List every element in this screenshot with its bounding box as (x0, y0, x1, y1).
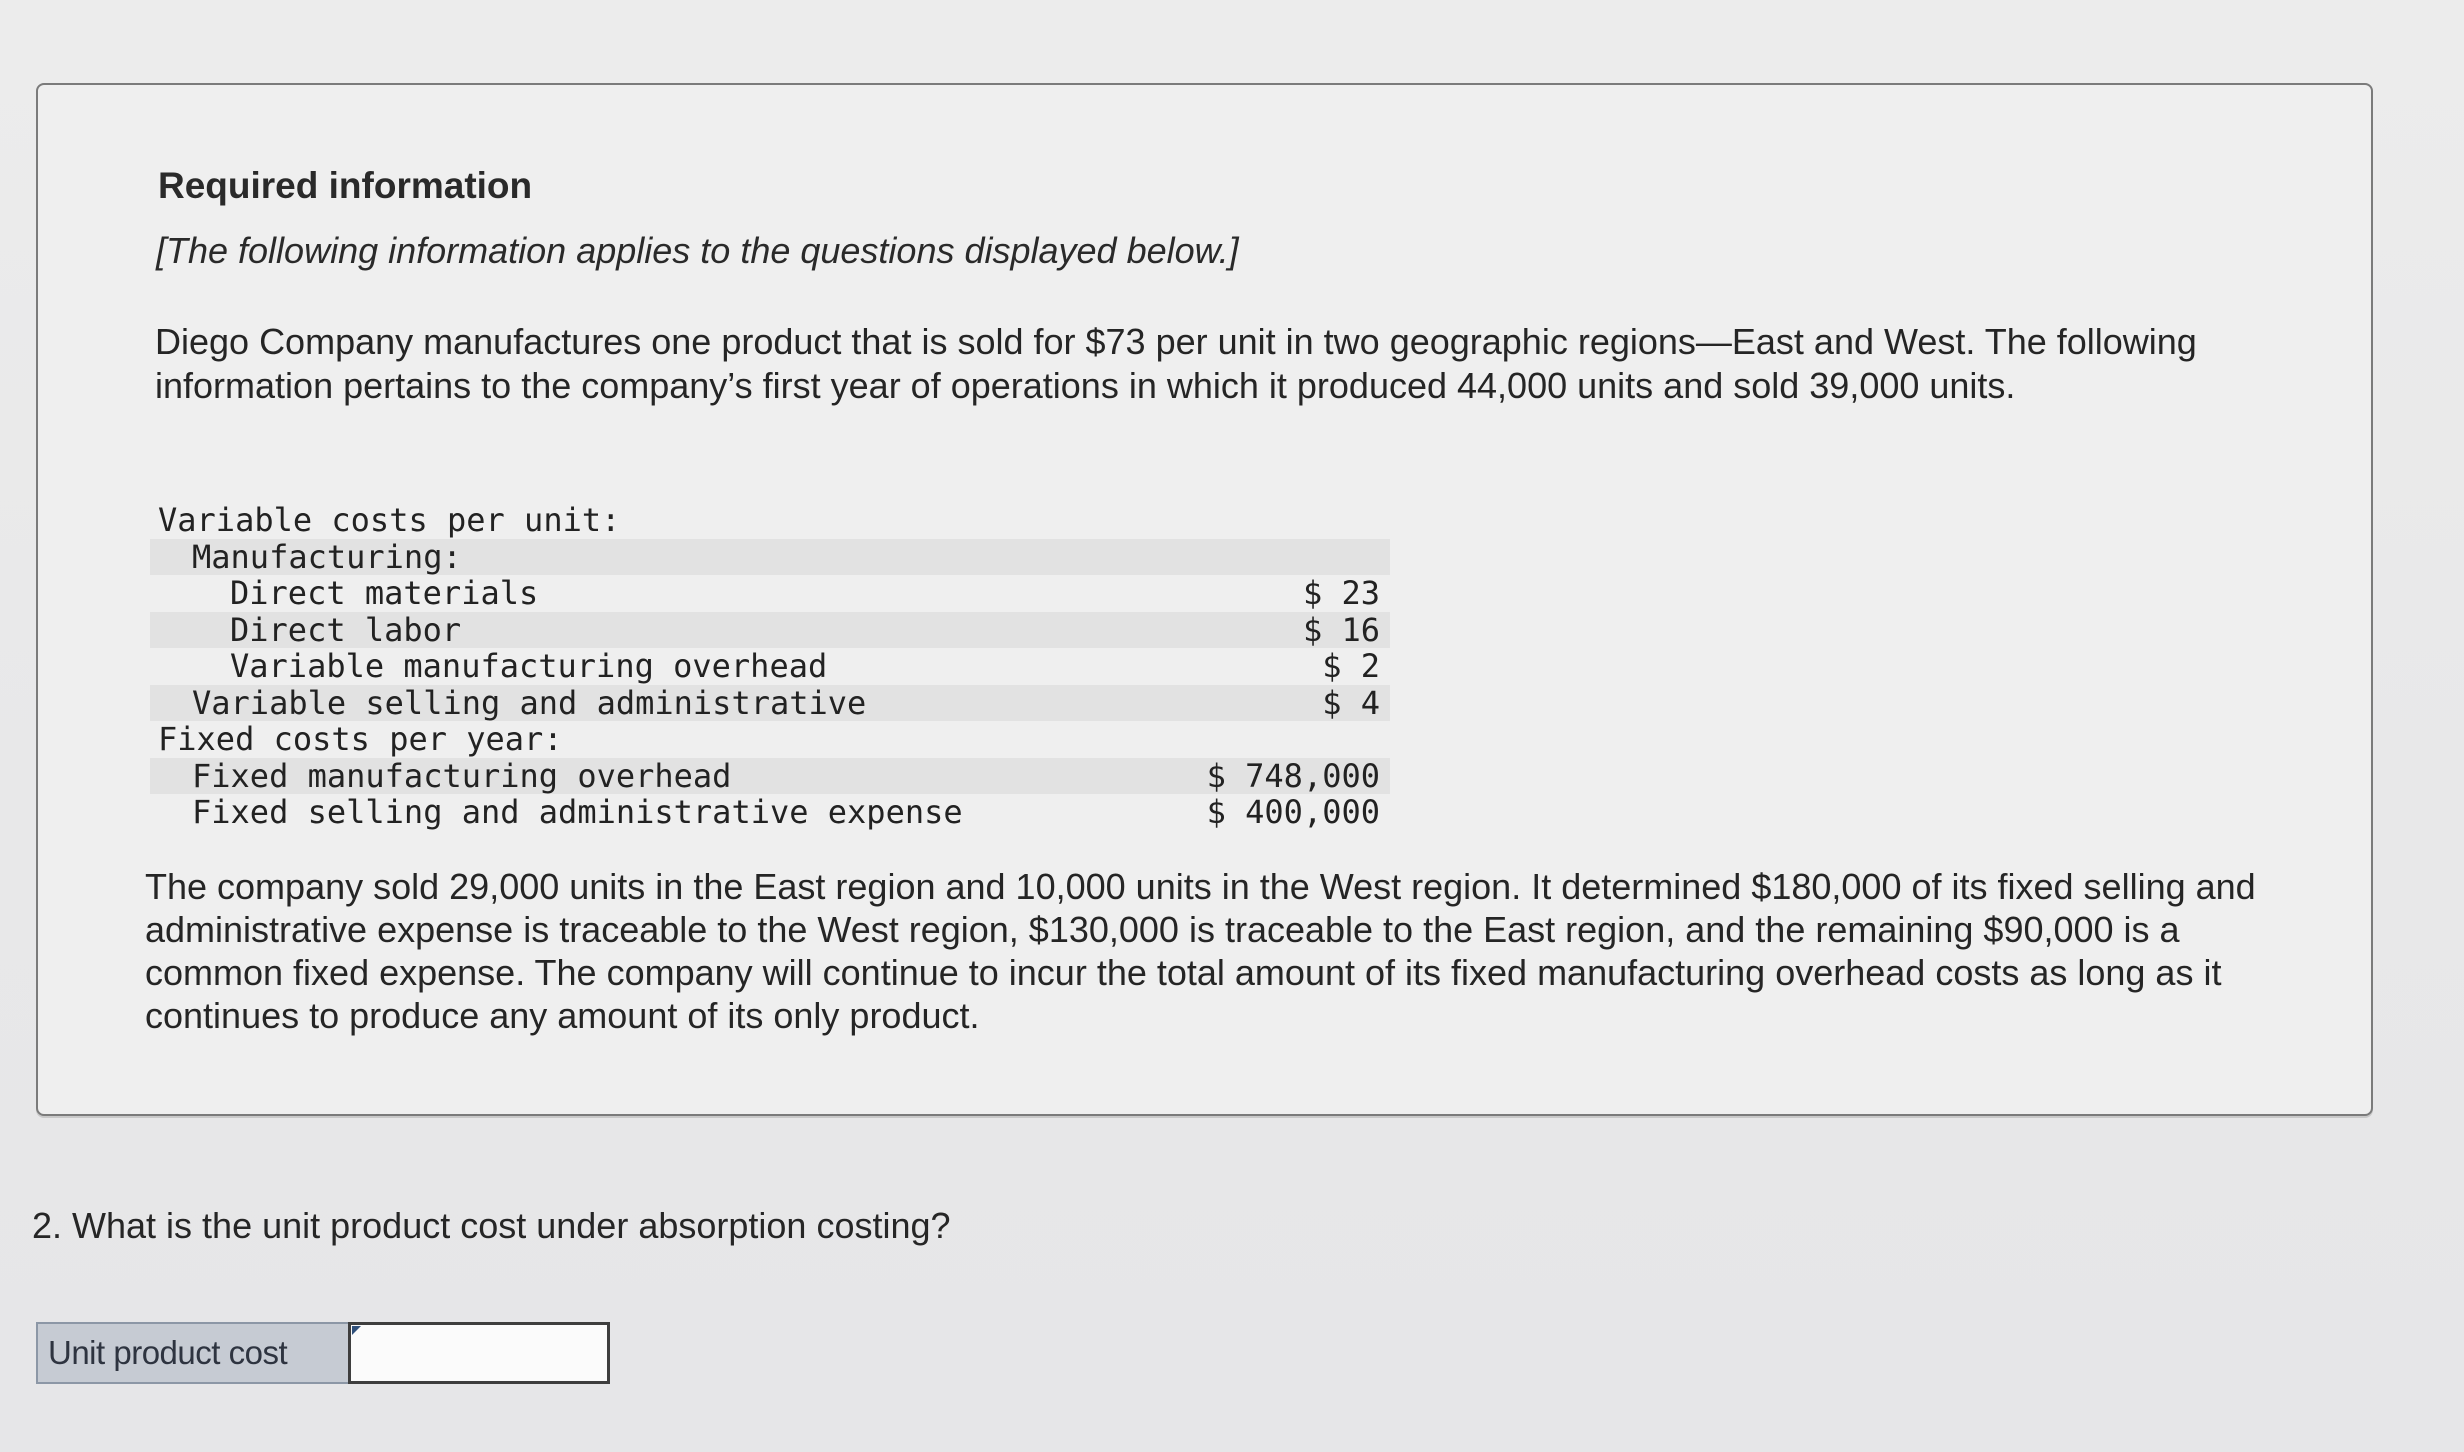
answer-input-wrap (348, 1322, 610, 1384)
cost-table-row (150, 758, 1390, 795)
unit-product-cost-label: Unit product cost (36, 1322, 348, 1384)
cost-row-value: $ 2 (1322, 647, 1380, 685)
cost-row-label: Variable manufacturing overhead (230, 647, 828, 685)
cost-row-value: $ 16 (1302, 610, 1380, 649)
required-information-card (36, 83, 2373, 1116)
cost-row-value: $ 4 (1322, 683, 1380, 722)
cost-table-row (150, 575, 1390, 612)
cost-row-label: Variable costs per unit: (158, 501, 621, 539)
cost-row-label: Direct labor (230, 610, 462, 649)
cost-row-label: Fixed selling and administrative expense (192, 793, 963, 831)
card-subtitle: [The following information applies to the questions displayed below.] (156, 230, 1239, 271)
cost-table-row (150, 612, 1390, 649)
details-paragraph: The company sold 29,000 units in the East region and 10,000 units in the West region. It determined $180,000 of its fixed selling and administrative expense is traceable to the West region, $130,000 is traceable to the East region, and the remaining $90,000 is a common fixed expense. The company will continue to incur the total amount of its fixed manufacturing overhead costs as long as it continues to produce any amount of its only product. (145, 866, 2256, 1036)
cost-row-label: Fixed manufacturing overhead (192, 756, 732, 795)
cost-row-value: $ 400,000 (1206, 793, 1380, 831)
cost-row-label: Manufacturing: (192, 537, 462, 576)
cost-row-label: Variable selling and administrative (192, 683, 867, 722)
cost-row-value: $ 748,000 (1206, 756, 1380, 795)
cost-row-value: $ 23 (1302, 574, 1380, 612)
cost-table-row (150, 539, 1390, 576)
cost-table-row (150, 502, 1390, 539)
cost-table-row (150, 721, 1390, 758)
input-corner-marker-icon (352, 1326, 361, 1335)
cost-row-label: Fixed costs per year: (158, 720, 563, 758)
unit-product-cost-input[interactable] (348, 1322, 610, 1384)
cost-table-row (150, 648, 1390, 685)
answer-row (36, 1322, 610, 1384)
cost-row-label: Direct materials (230, 574, 539, 612)
question-text: 2. What is the unit product cost under absorption costing? (32, 1205, 951, 1246)
cost-table (150, 502, 1390, 831)
cost-table-row (150, 794, 1390, 831)
card-title: Required information (158, 165, 533, 206)
cost-table-row (150, 685, 1390, 722)
intro-paragraph: Diego Company manufactures one product that is sold for $73 per unit in two geographic regions—East and West. The following information pertains to the company’s first year of operations in which it produced 44,000 units and sold 39,000 units. (155, 321, 2197, 406)
